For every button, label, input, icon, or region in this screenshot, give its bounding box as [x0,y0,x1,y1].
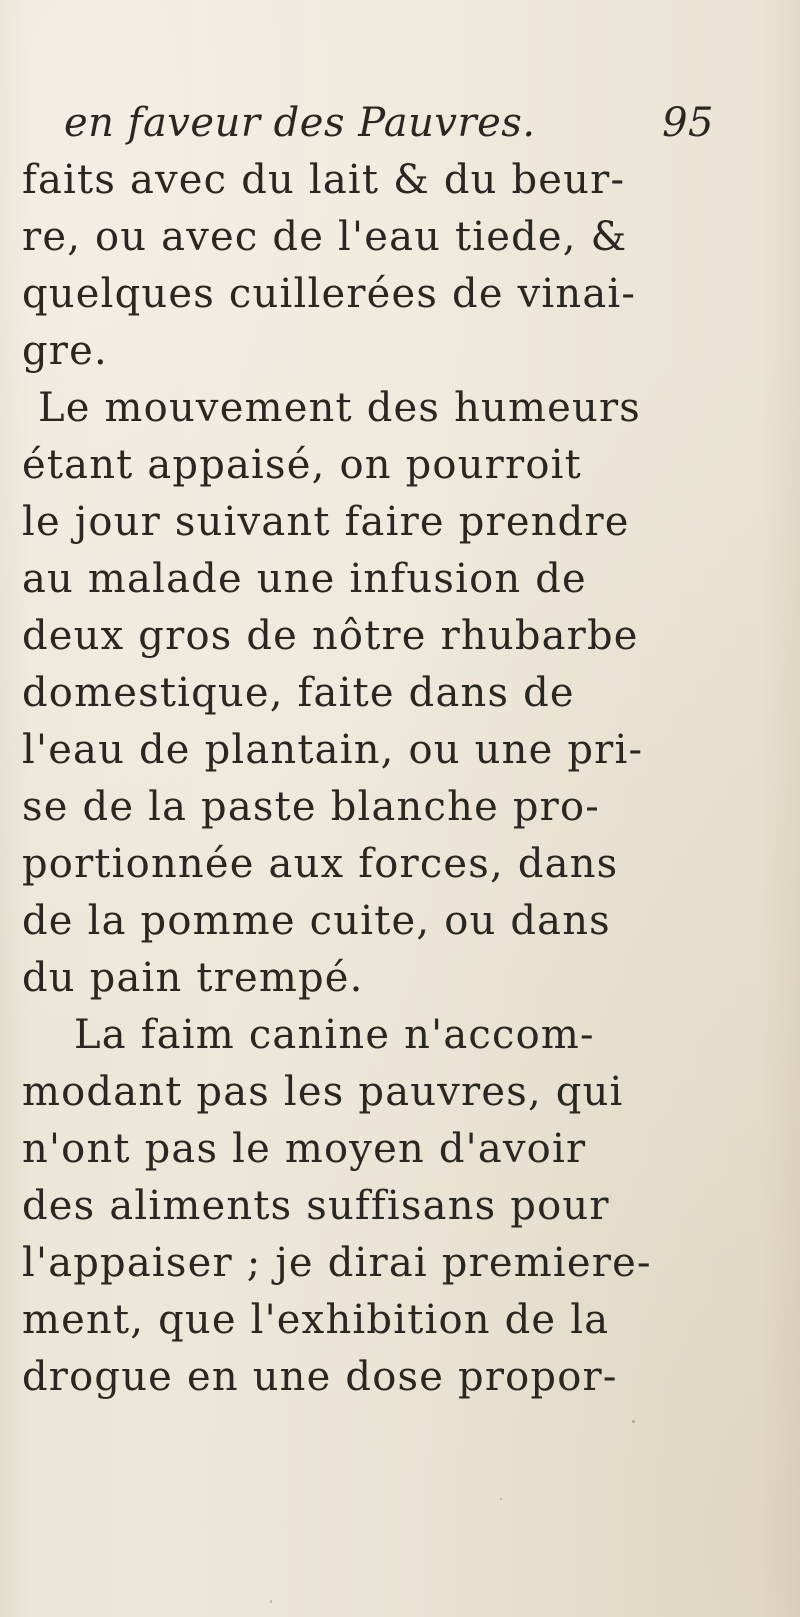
text-line: ment, que l'exhibition de la [22,1297,610,1343]
text-line: portionnée aux forces, dans [22,841,619,887]
text-line: étant appaisé, on pourroit [22,442,582,488]
text-line: drogue en une dose propor- [22,1354,618,1400]
paper-speck [500,1498,502,1500]
text-line: des aliments suffisans pour [22,1183,610,1229]
text-line: au malade une infusion de [22,556,587,602]
text-line: modant pas les pauvres, qui [22,1069,624,1115]
text-line: l'eau de plantain, ou une pri- [22,727,644,773]
paper-speck [632,1420,635,1423]
paper-speck [548,922,551,925]
text-line: se de la paste blanche pro- [22,784,600,830]
text-line: faits avec du lait & du beur- [22,157,626,203]
text-line: de la pomme cuite, ou dans [22,898,611,944]
paper-speck [270,1600,272,1603]
text-line: re, ou avec de l'eau tiede, & [22,214,628,260]
text-line: domestique, faite dans de [22,670,575,716]
page-number: 95 [662,100,714,146]
paragraph-start-line: La faim canine n'accom- [74,1012,595,1058]
text-line: deux gros de nôtre rhubarbe [22,613,639,659]
paragraph-start-line: Le mouvement des humeurs [38,385,641,431]
text-line: du pain trempé. [22,955,364,1001]
running-title: en faveur des Pauvres. [64,100,536,146]
body-text [22,152,652,1406]
text-line: le jour suivant faire prendre [22,499,630,545]
page-header [64,92,714,152]
text-line: l'appaiser ; je dirai premiere- [22,1240,652,1286]
text-line: quelques cuillerées de vinai- [22,271,637,317]
text-line: n'ont pas le moyen d'avoir [22,1126,587,1172]
text-line: gre. [22,328,108,374]
